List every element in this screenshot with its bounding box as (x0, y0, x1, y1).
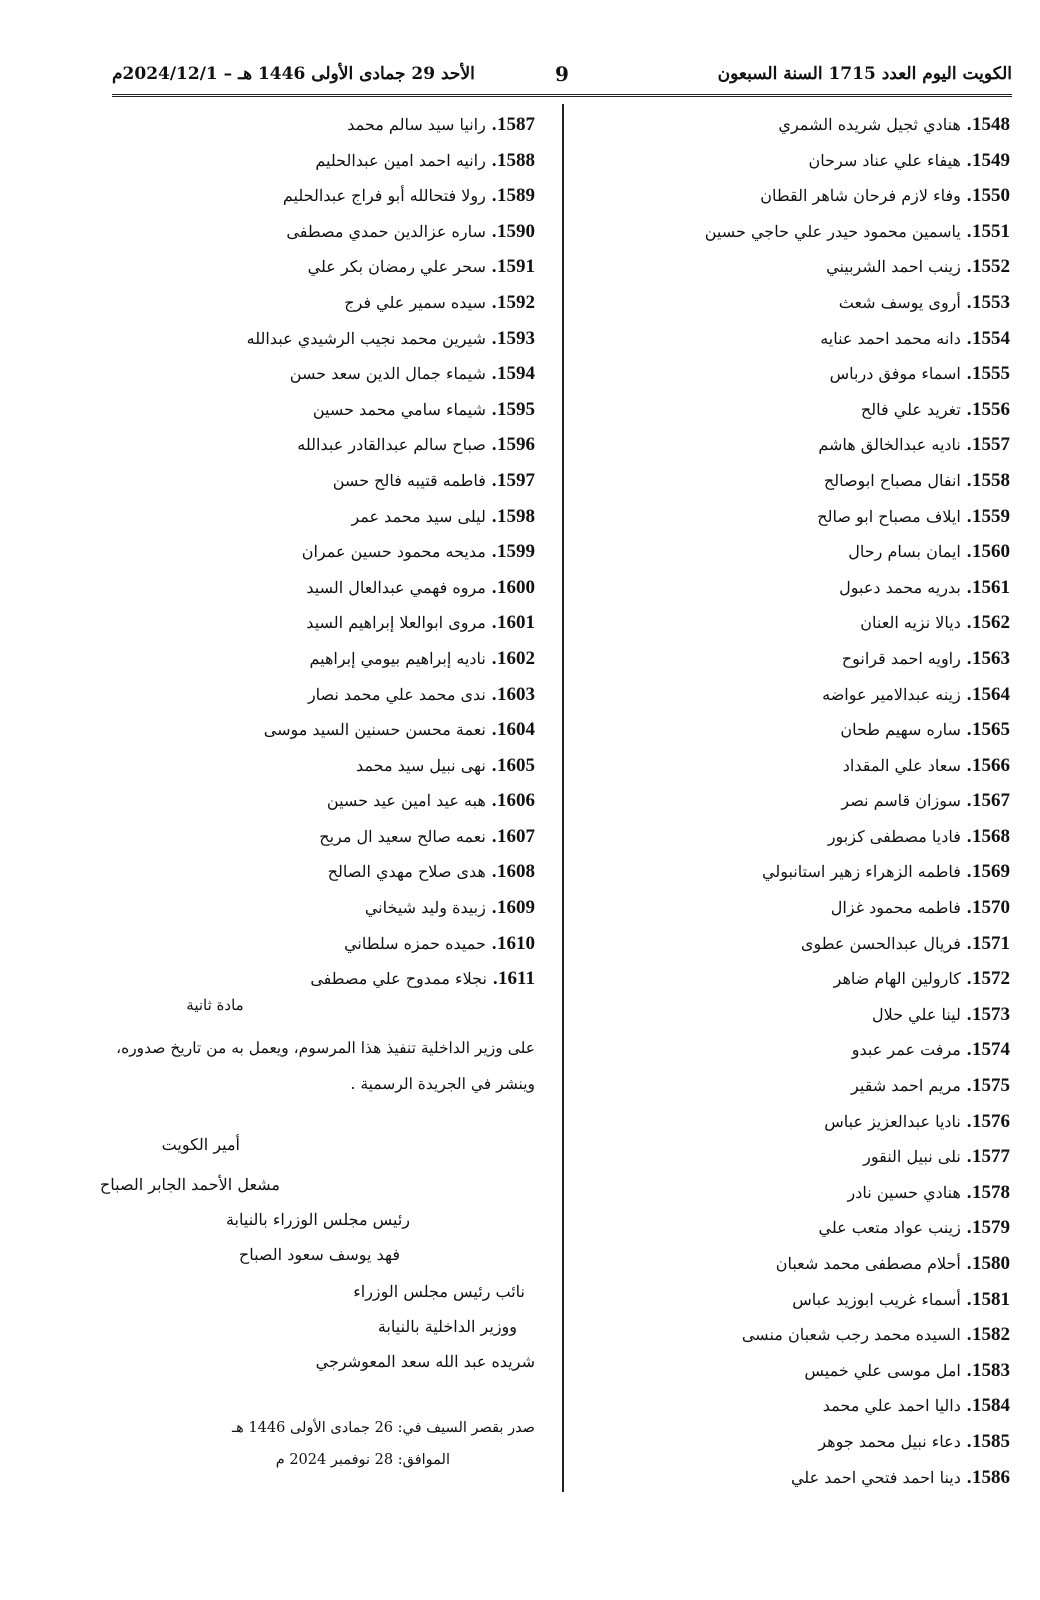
entry-name: فريال عبدالحسن عطوى (800, 933, 961, 953)
name-entry: 1562. ديالا نزيه العنان (860, 612, 1010, 634)
name-entry: 1605. نهى نبيل سيد محمد (356, 754, 535, 776)
entry-number: 1550 (972, 185, 1010, 207)
entry-number: 1575 (972, 1075, 1010, 1097)
entry-number: 1585 (972, 1430, 1010, 1452)
entry-name: هدى صلاح مهدي الصالح (327, 862, 486, 882)
article-title: مادة ثانية (186, 996, 244, 1014)
entry-name: ندى محمد علي محمد نصار (307, 684, 486, 704)
name-entry: 1601. مروى ابوالعلا إبراهيم السيد (306, 612, 535, 634)
entry-name: أسماء غريب ابوزيد عباس (792, 1289, 961, 1309)
entry-name: فاطمه قتيبه فالح حسن (332, 470, 486, 490)
entry-number: 1560 (972, 541, 1010, 563)
entry-name: كارولين الهام ضاهر (833, 969, 961, 989)
entry-name: ساره سهيم طحان (840, 720, 961, 740)
entry-number: 1611 (498, 968, 535, 990)
name-entry: 1573. لينا علي حلال (872, 1003, 1010, 1025)
entry-name: هيفاء علي عناد سرحان (808, 150, 961, 170)
entry-number: 1555 (972, 363, 1010, 385)
entry-name: نعمة محسن حسنين السيد موسى (263, 720, 486, 740)
name-entry: 1583. امل موسى علي خميس (804, 1359, 1010, 1381)
column-divider (562, 104, 564, 1492)
issue-date: الأحد 29 جمادى الأولى 1446 هـ – 2024/12/1م (112, 64, 475, 84)
name-entry: 1597. فاطمه قتيبه فالح حسن (332, 469, 535, 491)
entry-number: 1566 (972, 754, 1010, 776)
name-entry: 1564. زينه عبدالامير عواضه (822, 683, 1010, 705)
name-entry: 1595. شيماء سامي محمد حسين (312, 398, 535, 420)
entry-name: تغريد علي فالح (860, 399, 961, 419)
entry-name: ناديه عبدالخالق هاشم (818, 435, 961, 455)
entry-number: 1549 (972, 149, 1010, 171)
entry-name: ديالا نزيه العنان (860, 613, 961, 633)
entry-name: هنادي ثجيل شريده الشمري (778, 115, 961, 134)
entry-number: 1556 (972, 398, 1010, 420)
entry-number: 1576 (972, 1110, 1010, 1132)
name-entry: 1570. فاطمه محمود غزال (830, 897, 1010, 919)
entry-number: 1605 (497, 754, 535, 776)
entry-name: أروى يوسف شعث (838, 292, 961, 312)
name-entry: 1590. ساره عزالدين حمدي مصطفى (286, 220, 535, 242)
name-entry: 1560. ايمان بسام رحال (848, 541, 1010, 563)
name-entry: 1555. اسماء موفق درباس (829, 363, 1010, 385)
entry-number: 1594 (497, 363, 535, 385)
name-entry: 1607. نعمه صالح سعيد ال مريح (319, 825, 535, 847)
entry-number: 1578 (972, 1181, 1010, 1203)
name-entry: 1548. هنادي ثجيل شريده الشمري (778, 114, 1010, 135)
entry-number: 1562 (972, 612, 1010, 634)
entry-name: وفاء لازم فرحان شاهر القطان (760, 186, 961, 206)
entry-number: 1579 (972, 1217, 1010, 1239)
entry-name: اسماء موفق درباس (829, 364, 961, 384)
entry-name: سعاد علي المقداد (842, 755, 961, 775)
entry-number: 1559 (972, 505, 1010, 527)
entry-name: زبيدة وليد شيخاني (364, 898, 486, 918)
name-entry: 1561. بدريه محمد دعبول (839, 576, 1010, 598)
name-entry: 1566. سعاد علي المقداد (842, 754, 1010, 776)
name-entry: 1576. ناديا عبدالعزيز عباس (824, 1110, 1010, 1132)
entry-number: 1584 (972, 1395, 1010, 1417)
entry-number: 1590 (497, 220, 535, 242)
entry-number: 1595 (497, 398, 535, 420)
gazette-issue-info: الكويت اليوم العدد 1715 السنة السبعون (717, 64, 1012, 84)
name-entry: 1609. زبيدة وليد شيخاني (364, 897, 535, 919)
entry-number: 1557 (972, 434, 1010, 456)
entry-number: 1570 (972, 897, 1010, 919)
entry-name: نلى نبيل النقور (863, 1147, 961, 1167)
entry-number: 1580 (972, 1253, 1010, 1274)
name-entry: 1584. داليا احمد علي محمد (822, 1395, 1010, 1417)
entry-name: أحلام مصطفى محمد شعبان (775, 1254, 961, 1273)
entry-name: فاديا مصطفى كزبور (827, 826, 961, 846)
entry-name: مروه فهمي عبدالعال السيد (306, 577, 486, 597)
entry-number: 1548 (972, 114, 1010, 135)
entry-number: 1601 (497, 612, 535, 634)
entry-number: 1603 (497, 683, 535, 705)
entry-name: نعمه صالح سعيد ال مريح (319, 826, 486, 846)
entry-number: 1596 (497, 434, 535, 456)
name-entry: 1578. هنادي حسين نادر (847, 1181, 1010, 1203)
entry-name: داليا احمد علي محمد (822, 1396, 961, 1416)
entry-number: 1606 (497, 790, 535, 812)
entry-number: 1563 (972, 647, 1010, 669)
entry-name: رانيه احمد امين عبدالحليم (315, 150, 486, 170)
entry-name: سحر علي رمضان بكر علي (307, 257, 486, 277)
name-entry: 1587. رانيا سيد سالم محمد (347, 114, 535, 135)
entry-number: 1591 (497, 256, 535, 278)
name-entry: 1571. فريال عبدالحسن عطوى (800, 932, 1010, 954)
entry-name: رولا فتحالله أبو فراج عبدالحليم (282, 186, 486, 206)
entry-number: 1554 (972, 327, 1010, 349)
pm-title: رئيس مجلس الوزراء بالنيابة (225, 1210, 410, 1229)
entry-number: 1558 (972, 469, 1010, 491)
name-entry: 1591. سحر علي رمضان بكر علي (307, 256, 535, 278)
entry-name: سوزان قاسم نصر (841, 791, 961, 811)
entry-number: 1565 (972, 719, 1010, 741)
entry-number: 1567 (972, 790, 1010, 812)
entry-number: 1599 (497, 541, 535, 563)
name-entry: 1594. شيماء جمال الدين سعد حسن (289, 363, 535, 385)
name-entry: 1567. سوزان قاسم نصر (841, 790, 1010, 812)
name-entry: 1611. نجلاء ممدوح علي مصطفى (310, 968, 535, 990)
entry-name: مريم احمد شقير (851, 1076, 961, 1096)
entry-name: ليلى سيد محمد عمر (351, 506, 486, 526)
entry-number: 1553 (972, 291, 1010, 313)
entry-name: مروى ابوالعلا إبراهيم السيد (306, 613, 486, 633)
entry-number: 1610 (497, 932, 535, 954)
entry-number: 1589 (497, 185, 535, 207)
entry-name: ناديا عبدالعزيز عباس (824, 1111, 961, 1131)
entry-name: السيده محمد رجب شعبان منسى (741, 1325, 961, 1345)
name-entry: 1553. أروى يوسف شعث (838, 291, 1010, 313)
entry-number: 1593 (497, 327, 535, 349)
entry-name: نهى نبيل سيد محمد (356, 755, 486, 775)
entry-number: 1602 (497, 647, 535, 669)
name-entry: 1592. سيده سمير علي فرج (344, 291, 535, 313)
names-list-right (570, 107, 1010, 1495)
entry-number: 1604 (497, 719, 535, 741)
emir-name: مشعل الأحمد الجابر الصباح (99, 1175, 280, 1194)
name-entry: 1575. مريم احمد شقير (851, 1075, 1010, 1097)
name-entry: 1606. هبه عيد امين عيد حسين (326, 790, 535, 812)
name-entry: 1577. نلى نبيل النقور (863, 1146, 1010, 1168)
entry-name: زينب احمد الشربيني (826, 257, 961, 277)
name-entry: 1569. فاطمه الزهراء زهير استانبولي (762, 861, 1010, 883)
entry-number: 1551 (972, 220, 1010, 242)
entry-number: 1564 (972, 683, 1010, 705)
name-entry: 1556. تغريد علي فالح (860, 398, 1010, 420)
entry-name: فاطمه الزهراء زهير استانبولي (762, 862, 961, 882)
entry-name: شيرين محمد نجيب الرشيدي عبدالله (246, 328, 486, 348)
name-entry: 1568. فاديا مصطفى كزبور (827, 825, 1010, 847)
entry-name: لينا علي حلال (872, 1004, 961, 1024)
entry-name: دعاء نبيل محمد جوهر (818, 1431, 961, 1451)
entry-number: 1597 (497, 469, 535, 491)
page-number: 9 (555, 62, 569, 86)
entry-name: ياسمين محمود حيدر علي حاجي حسين (704, 221, 961, 241)
name-entry: 1581. أسماء غريب ابوزيد عباس (792, 1288, 1010, 1310)
name-entry: 1586. دينا احمد فتحي احمد علي (790, 1466, 1010, 1488)
entry-name: ايلاف مصباح ابو صالح (817, 506, 961, 526)
entry-number: 1561 (972, 576, 1010, 598)
entry-number: 1569 (972, 861, 1010, 883)
entry-name: دانه محمد احمد عنايه (820, 328, 961, 348)
name-entry: 1551. ياسمين محمود حيدر علي حاجي حسين (704, 220, 1010, 242)
name-entry: 1602. ناديه إبراهيم بيومي إبراهيم (309, 647, 535, 669)
entry-name: شيماء سامي محمد حسين (312, 399, 486, 419)
entry-number: 1587 (497, 114, 535, 135)
name-entry: 1579. زينب عواد متعب علي (818, 1217, 1010, 1239)
name-entry: 1580. أحلام مصطفى محمد شعبان (775, 1253, 1010, 1274)
name-entry: 1549. هيفاء علي عناد سرحان (808, 149, 1010, 171)
entry-name: ساره عزالدين حمدي مصطفى (286, 221, 486, 241)
entry-number: 1568 (972, 825, 1010, 847)
name-entry: 1565. ساره سهيم طحان (840, 719, 1010, 741)
name-entry: 1610. حميده حمزه سلطاني (344, 932, 535, 954)
name-entry: 1552. زينب احمد الشربيني (826, 256, 1010, 278)
entry-number: 1571 (972, 932, 1010, 954)
name-entry: 1585. دعاء نبيل محمد جوهر (818, 1430, 1010, 1452)
name-entry: 1603. ندى محمد علي محمد نصار (307, 683, 535, 705)
name-entry: 1588. رانيه احمد امين عبدالحليم (315, 149, 535, 171)
entry-number: 1552 (972, 256, 1010, 278)
name-entry: 1563. راويه احمد قرانوح (841, 647, 1010, 669)
entry-name: نجلاء ممدوح علي مصطفى (310, 969, 487, 989)
name-entry: 1550. وفاء لازم فرحان شاهر القطان (760, 185, 1010, 207)
entry-name: سيده سمير علي فرج (344, 292, 486, 312)
name-entry: 1572. كارولين الهام ضاهر (833, 968, 1010, 990)
name-entry: 1596. صباح سالم عبدالقادر عبدالله (297, 434, 535, 456)
page-header (112, 60, 1012, 97)
corresponding-date: الموافق: 28 نوفمبر 2024 م (275, 1452, 450, 1468)
name-entry: 1593. شيرين محمد نجيب الرشيدي عبدالله (246, 327, 535, 349)
emir-title: أمير الكويت (161, 1135, 240, 1154)
entry-name: راويه احمد قرانوح (841, 648, 961, 668)
name-entry: 1574. مرفت عمر عبدو (851, 1039, 1010, 1061)
entry-name: زينب عواد متعب علي (818, 1218, 961, 1238)
entry-name: دينا احمد فتحي احمد علي (790, 1467, 961, 1487)
entry-number: 1608 (497, 861, 535, 883)
name-entry: 1554. دانه محمد احمد عنايه (820, 327, 1010, 349)
entry-name: صباح سالم عبدالقادر عبدالله (297, 435, 486, 455)
entry-name: شيماء جمال الدين سعد حسن (289, 364, 486, 384)
entry-name: زينه عبدالامير عواضه (822, 684, 961, 704)
entry-number: 1583 (972, 1359, 1010, 1381)
entry-number: 1573 (972, 1003, 1010, 1025)
entry-number: 1588 (497, 149, 535, 171)
name-entry: 1604. نعمة محسن حسنين السيد موسى (263, 719, 535, 741)
names-list-left (105, 107, 535, 997)
name-entry: 1599. مديحه محمود حسين عمران (301, 541, 535, 563)
entry-number: 1592 (497, 291, 535, 313)
entry-name: مديحه محمود حسين عمران (301, 542, 486, 562)
entry-number: 1581 (972, 1288, 1010, 1310)
name-entry: 1600. مروه فهمي عبدالعال السيد (306, 576, 535, 598)
entry-number: 1607 (497, 825, 535, 847)
interior-minister-title: ووزير الداخلية بالنيابة (377, 1317, 517, 1336)
name-entry: 1582. السيده محمد رجب شعبان منسى (741, 1324, 1010, 1346)
entry-number: 1582 (972, 1324, 1010, 1346)
entry-number: 1586 (972, 1466, 1010, 1488)
entry-name: انفال مصباح ابوصالح (823, 470, 961, 490)
entry-name: ايمان بسام رحال (848, 542, 961, 562)
entry-number: 1577 (972, 1146, 1010, 1168)
pm-name: فهد يوسف سعود الصباح (238, 1245, 400, 1264)
issued-at: صدر بقصر السيف في: 26 جمادى الأولى 1446 هـ (231, 1420, 535, 1436)
article-body: على وزير الداخلية تنفيذ هذا المرسوم، ويعمل به من تاريخ صدوره، وينشر في الجريدة الرسمية . (116, 1039, 535, 1093)
entry-number: 1598 (497, 505, 535, 527)
name-entry: 1598. ليلى سيد محمد عمر (351, 505, 535, 527)
deputy-pm-title: نائب رئيس مجلس الوزراء (353, 1282, 525, 1301)
entry-name: هبه عيد امين عيد حسين (326, 791, 486, 811)
name-entry: 1589. رولا فتحالله أبو فراج عبدالحليم (282, 185, 535, 207)
entry-name: رانيا سيد سالم محمد (347, 115, 486, 134)
entry-number: 1574 (972, 1039, 1010, 1061)
name-entry: 1559. ايلاف مصباح ابو صالح (817, 505, 1010, 527)
name-entry: 1557. ناديه عبدالخالق هاشم (818, 434, 1010, 456)
entry-number: 1572 (972, 968, 1010, 990)
name-entry: 1608. هدى صلاح مهدي الصالح (327, 861, 535, 883)
entry-name: امل موسى علي خميس (804, 1360, 961, 1380)
entry-number: 1600 (497, 576, 535, 598)
interior-minister-name: شريده عبد الله سعد المعوشرجي (315, 1352, 535, 1371)
entry-name: حميده حمزه سلطاني (344, 933, 486, 953)
entry-name: ناديه إبراهيم بيومي إبراهيم (309, 648, 486, 668)
name-entry: 1558. انفال مصباح ابوصالح (823, 469, 1010, 491)
entry-name: فاطمه محمود غزال (830, 898, 961, 918)
entry-name: مرفت عمر عبدو (851, 1040, 961, 1060)
entry-name: بدريه محمد دعبول (839, 577, 961, 597)
entry-number: 1609 (497, 897, 535, 919)
entry-name: هنادي حسين نادر (847, 1182, 961, 1202)
